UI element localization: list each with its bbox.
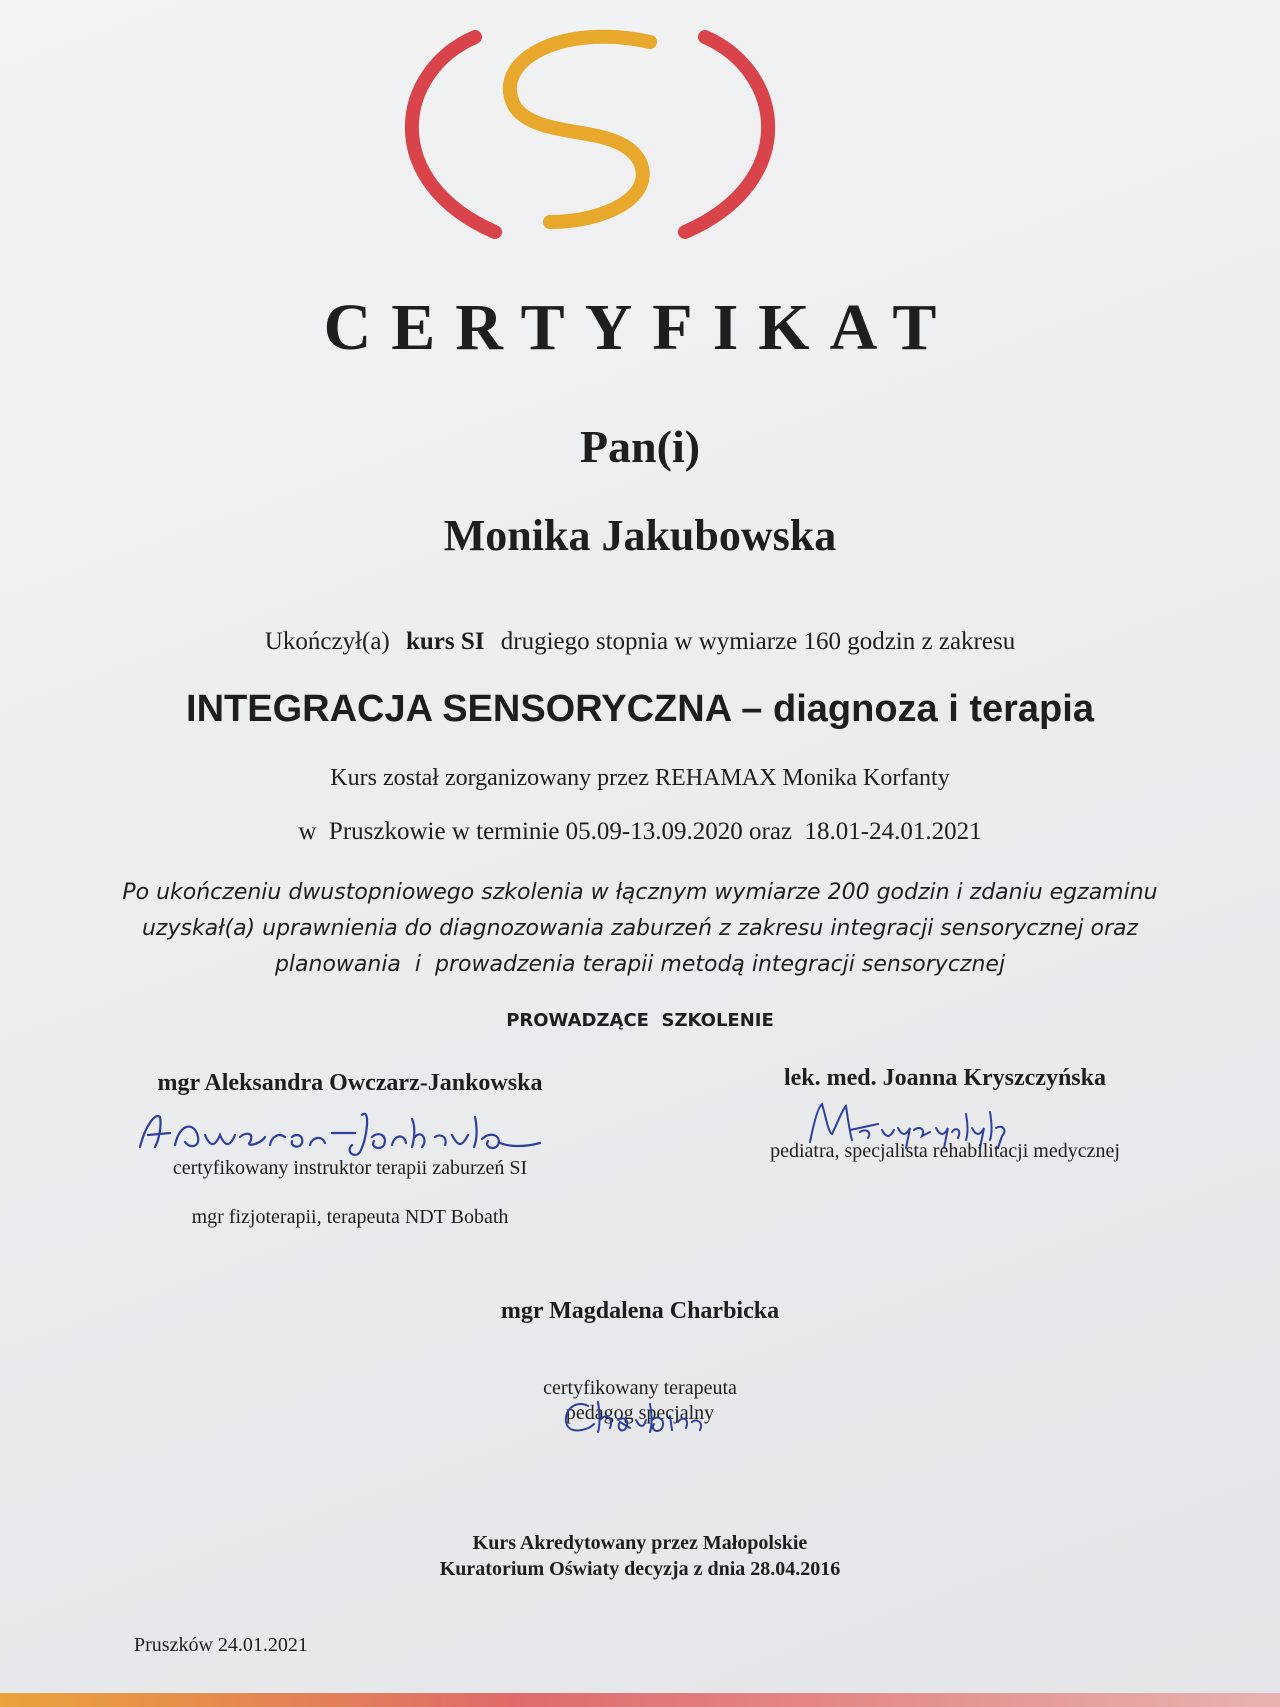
signatory-right-role1: pediatra, specjalista rehabilitacji medycznej — [770, 1140, 1120, 1162]
note-line: Po ukończeniu dwustopniowego szkolenia w łącznym wymiarze 200 godzin i zdaniu egzaminu — [122, 880, 1158, 905]
signatory-center-name: mgr Magdalena Charbicka — [500, 1298, 780, 1324]
qualification-note — [0, 875, 1280, 983]
accreditation-line: Kuratorium Oświaty decyzja z dnia 28.04.2016 — [439, 1558, 841, 1580]
recipient-name: Monika Jakubowska — [443, 511, 837, 560]
completion-statement — [0, 628, 1280, 656]
signatory-center — [390, 1298, 890, 1425]
note-line: uzyskał(a) uprawnienia do diagnozowania zaburzeń z zakresu integracji sensorycznej oraz — [141, 916, 1139, 941]
signature-left — [100, 1097, 600, 1157]
accreditation-note — [0, 1530, 1280, 1582]
course-name: INTEGRACJA SENSORYCZNA – diagnoza i terapia — [186, 688, 1094, 730]
signature-center — [558, 1394, 718, 1438]
bottom-decorative-bar — [0, 1693, 1280, 1707]
signatory-left-name: mgr Aleksandra Owczarz-Jankowska — [157, 1070, 543, 1096]
certificate-title: CERTYFIKAT — [323, 291, 957, 364]
signatory-right-name: lek. med. Joanna Kryszczyńska — [783, 1065, 1106, 1091]
signatory-right — [700, 1065, 1190, 1163]
leaders-heading: PROWADZĄCE SZKOLENIE — [506, 1010, 774, 1031]
signatory-left-role1: certyfikowany instruktor terapii zaburzeń SI — [172, 1157, 528, 1179]
accreditation-line: Kurs Akredytowany przez Małopolskie — [472, 1532, 808, 1554]
signatory-left — [100, 1070, 600, 1229]
signatory-center-role2: pedagog specjalny — [565, 1402, 715, 1424]
completion-suffix: drugiego stopnia w wymiarze 160 godzin z zakresu — [500, 628, 1016, 655]
note-line: planowania i prowadzenia terapii metodą integracji sensorycznej — [274, 952, 1006, 977]
dates-line: w Pruszkowie w terminie 05.09-13.09.2020 oraz 18.01-24.01.2021 — [298, 818, 982, 845]
organizer-line: Kurs został zorganizowany przez REHAMAX Monika Korfanty — [330, 765, 950, 791]
completion-prefix: Ukończył(a) — [264, 628, 390, 655]
completion-highlight: kurs SI — [406, 628, 485, 655]
logo-swirl-icon — [400, 22, 780, 242]
signatory-left-role2: mgr fizjoterapii, terapeuta NDT Bobath — [191, 1206, 509, 1228]
place-date: Pruszków 24.01.2021 — [134, 1634, 308, 1656]
signatory-center-role1: certyfikowany terapeuta — [543, 1377, 737, 1399]
salutation: Pan(i) — [579, 421, 701, 472]
